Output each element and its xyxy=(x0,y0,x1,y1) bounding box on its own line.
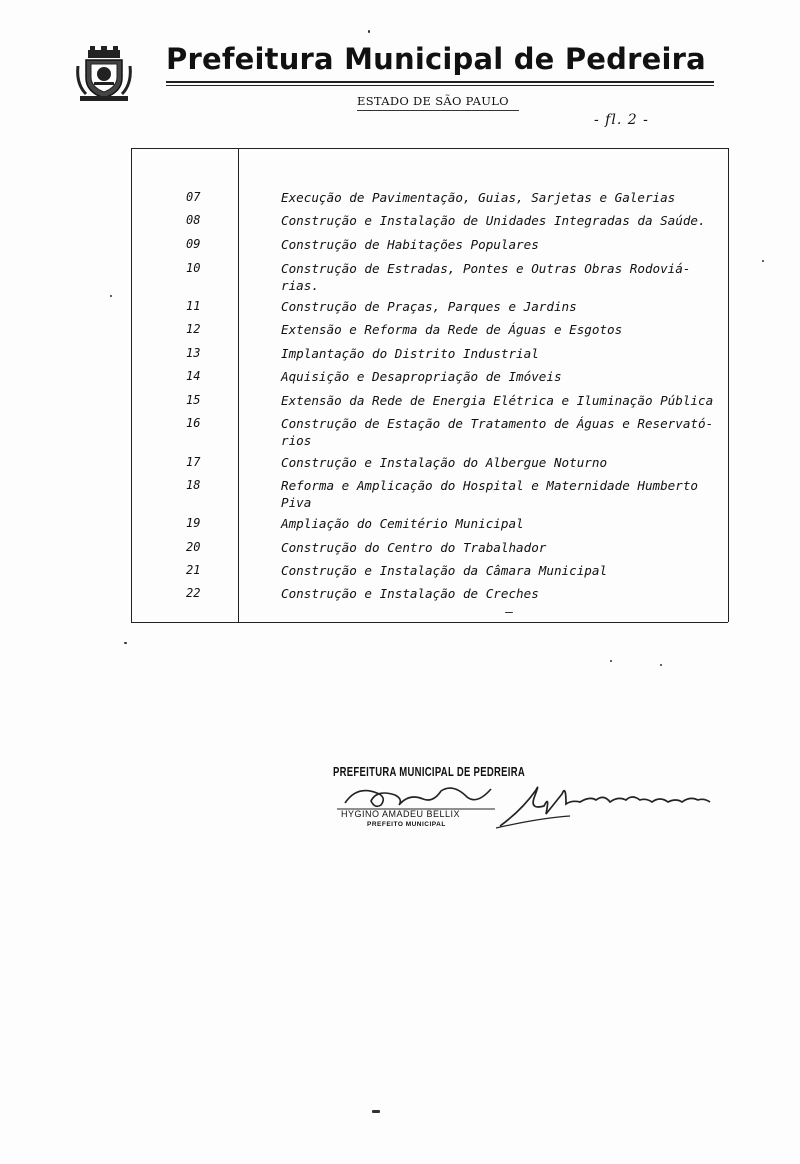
scan-speck xyxy=(505,612,513,613)
item-code: 07 xyxy=(186,190,201,204)
handwritten-signature-icon xyxy=(310,770,730,840)
item-description: Extensão da Rede de Energia Elétrica e Iluminação Pública xyxy=(281,393,714,408)
item-description: Construção de Praças, Parques e Jardins xyxy=(281,299,577,314)
item-code: 17 xyxy=(186,455,201,469)
item-code: 16 xyxy=(186,416,201,430)
item-code: 21 xyxy=(186,563,201,577)
page-title: Prefeitura Municipal de Pedreira xyxy=(166,42,706,76)
title-divider-thin xyxy=(166,85,714,86)
item-description: Extensão e Reforma da Rede de Águas e Esgotos xyxy=(281,322,623,337)
stamp-signatory-name: HYGINO AMADEU BELLIX xyxy=(341,809,461,819)
item-description: Aquisição e Desapropriação de Imóveis xyxy=(281,369,562,384)
scan-speck xyxy=(110,295,112,297)
scan-speck xyxy=(660,664,662,666)
item-code: 12 xyxy=(186,322,201,336)
item-code: 11 xyxy=(186,299,201,313)
item-description: Construção de Habitações Populares xyxy=(281,237,539,252)
item-description: Construção e Instalação de Unidades Integradas da Saúde. xyxy=(281,213,706,228)
state-underline xyxy=(357,110,519,111)
scan-speck xyxy=(762,260,764,262)
item-code: 14 xyxy=(186,369,201,383)
item-description: Ampliação do Cemitério Municipal xyxy=(281,516,524,531)
item-description: Construção do Centro do Trabalhador xyxy=(281,540,547,555)
item-description: Construção de Estradas, Pontes e Outras Obras Rodoviá- rias. xyxy=(281,261,691,293)
item-code: 19 xyxy=(186,516,201,530)
item-code: 09 xyxy=(186,237,201,251)
item-description: Construção e Instalação da Câmara Municipal xyxy=(281,563,608,578)
table-column-divider xyxy=(238,148,239,622)
item-description: Execução de Pavimentação, Guias, Sarjetas e Galerias xyxy=(281,190,676,205)
page-number: - fl. 2 - xyxy=(594,112,649,128)
title-divider xyxy=(166,81,714,83)
item-description: Construção e Instalação de Creches xyxy=(281,586,539,601)
scan-speck xyxy=(124,642,127,644)
item-description: Construção de Estação de Tratamento de Águas e Reservató- rios xyxy=(281,416,714,448)
item-description: Construção e Instalação do Albergue Noturno xyxy=(281,455,608,470)
stamp-heading: PREFEITURA MUNICIPAL DE PEDREIRA xyxy=(333,765,526,781)
item-code: 18 xyxy=(186,478,201,492)
table-border-left xyxy=(131,148,132,622)
item-description: Reforma e Amplicação do Hospital e Maternidade Humberto Piva xyxy=(281,478,699,510)
item-code: 15 xyxy=(186,393,201,407)
stamp-signatory-role: PREFEITO MUNICIPAL xyxy=(367,821,446,828)
scan-speck xyxy=(372,1110,380,1113)
scan-speck xyxy=(368,30,370,33)
item-code: 20 xyxy=(186,540,201,554)
item-code: 13 xyxy=(186,346,201,360)
state-subtitle: ESTADO DE SÃO PAULO xyxy=(357,94,509,108)
item-description: Implantação do Distrito Industrial xyxy=(281,346,539,361)
item-code: 10 xyxy=(186,261,201,275)
item-code: 22 xyxy=(186,586,201,600)
scan-speck xyxy=(610,660,612,662)
coat-of-arms-icon xyxy=(74,44,134,104)
item-code: 08 xyxy=(186,213,201,227)
